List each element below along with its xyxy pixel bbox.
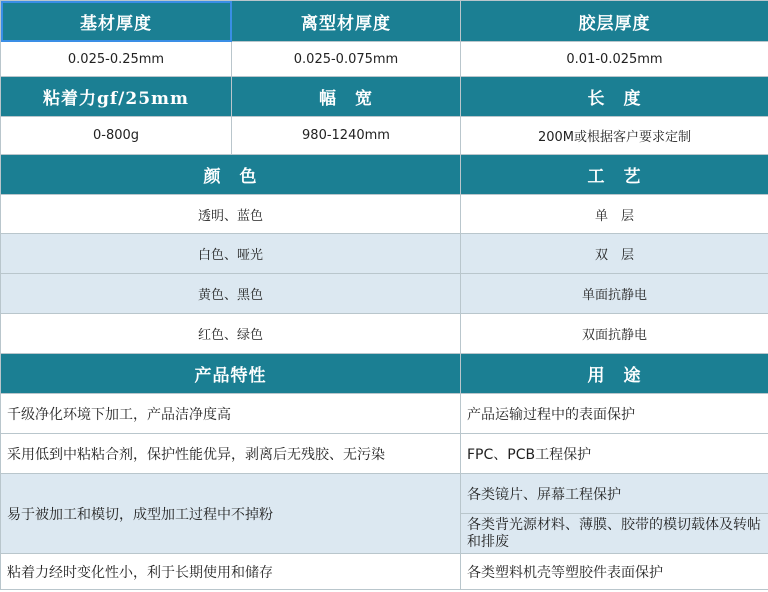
use-cell[interactable]: 各类背光源材料、薄膜、胶带的模切载体及转帖和排废 — [461, 514, 768, 554]
feature-cell[interactable]: 千级净化环境下加工，产品洁净度高 — [1, 394, 461, 434]
features-uses-row — [1, 434, 768, 474]
use-cell[interactable]: 各类镜片、屏幕工程保护 — [461, 474, 768, 514]
color-process-row — [1, 314, 768, 354]
color-cell[interactable]: 透明、蓝色 — [1, 195, 461, 234]
use-cell[interactable]: FPC、PCB工程保护 — [461, 434, 768, 474]
header-length[interactable]: 长 度 — [461, 77, 768, 117]
spec-header-row-2 — [1, 77, 768, 117]
value-liner-thickness[interactable]: 0.025-0.075mm — [232, 42, 461, 77]
features-uses-row — [1, 554, 768, 590]
color-process-row — [1, 195, 768, 234]
feature-cell[interactable]: 粘着力经时变化性小，利于长期使用和储存 — [1, 554, 461, 590]
header-features[interactable]: 产品特性 — [1, 354, 461, 394]
features-uses-row — [1, 474, 768, 514]
header-process[interactable]: 工 艺 — [461, 155, 768, 195]
spec-header-row-1 — [1, 1, 768, 42]
color-cell[interactable]: 白色、哑光 — [1, 234, 461, 274]
process-cell[interactable]: 单面抗静电 — [461, 274, 768, 314]
spec-value-row-1 — [1, 42, 768, 77]
use-cell[interactable]: 产品运输过程中的表面保护 — [461, 394, 768, 434]
header-liner-thickness[interactable]: 离型材厚度 — [232, 1, 461, 42]
value-adhesive-thickness[interactable]: 0.01-0.025mm — [461, 42, 768, 77]
features-uses-row — [1, 394, 768, 434]
header-adhesive-thickness[interactable]: 胶层厚度 — [461, 1, 768, 42]
color-cell[interactable]: 红色、绿色 — [1, 314, 461, 354]
features-uses-header-row — [1, 354, 768, 394]
feature-cell[interactable]: 易于被加工和模切，成型加工过程中不掉粉 — [1, 474, 461, 554]
header-uses[interactable]: 用 途 — [461, 354, 768, 394]
color-process-row — [1, 274, 768, 314]
color-process-header-row — [1, 155, 768, 195]
process-cell[interactable]: 双面抗静电 — [461, 314, 768, 354]
process-cell[interactable]: 双 层 — [461, 234, 768, 274]
value-adhesion[interactable]: 0-800g — [1, 117, 232, 155]
feature-cell[interactable]: 采用低到中粘粘合剂，保护性能优异，剥离后无残胶、无污染 — [1, 434, 461, 474]
header-color[interactable]: 颜 色 — [1, 155, 461, 195]
use-cell[interactable]: 各类塑料机壳等塑胶件表面保护 — [461, 554, 768, 590]
header-adhesion[interactable]: 粘着力gf/25mm — [1, 77, 232, 117]
color-cell[interactable]: 黄色、黑色 — [1, 274, 461, 314]
header-substrate-thickness[interactable]: 基材厚度 — [1, 1, 232, 42]
value-width[interactable]: 980-1240mm — [232, 117, 461, 155]
header-width[interactable]: 幅 宽 — [232, 77, 461, 117]
value-length[interactable]: 200M或根据客户要求定制 — [461, 117, 768, 155]
value-substrate-thickness[interactable]: 0.025-0.25mm — [1, 42, 232, 77]
color-process-row — [1, 234, 768, 274]
spec-value-row-2 — [1, 117, 768, 155]
process-cell[interactable]: 单 层 — [461, 195, 768, 234]
